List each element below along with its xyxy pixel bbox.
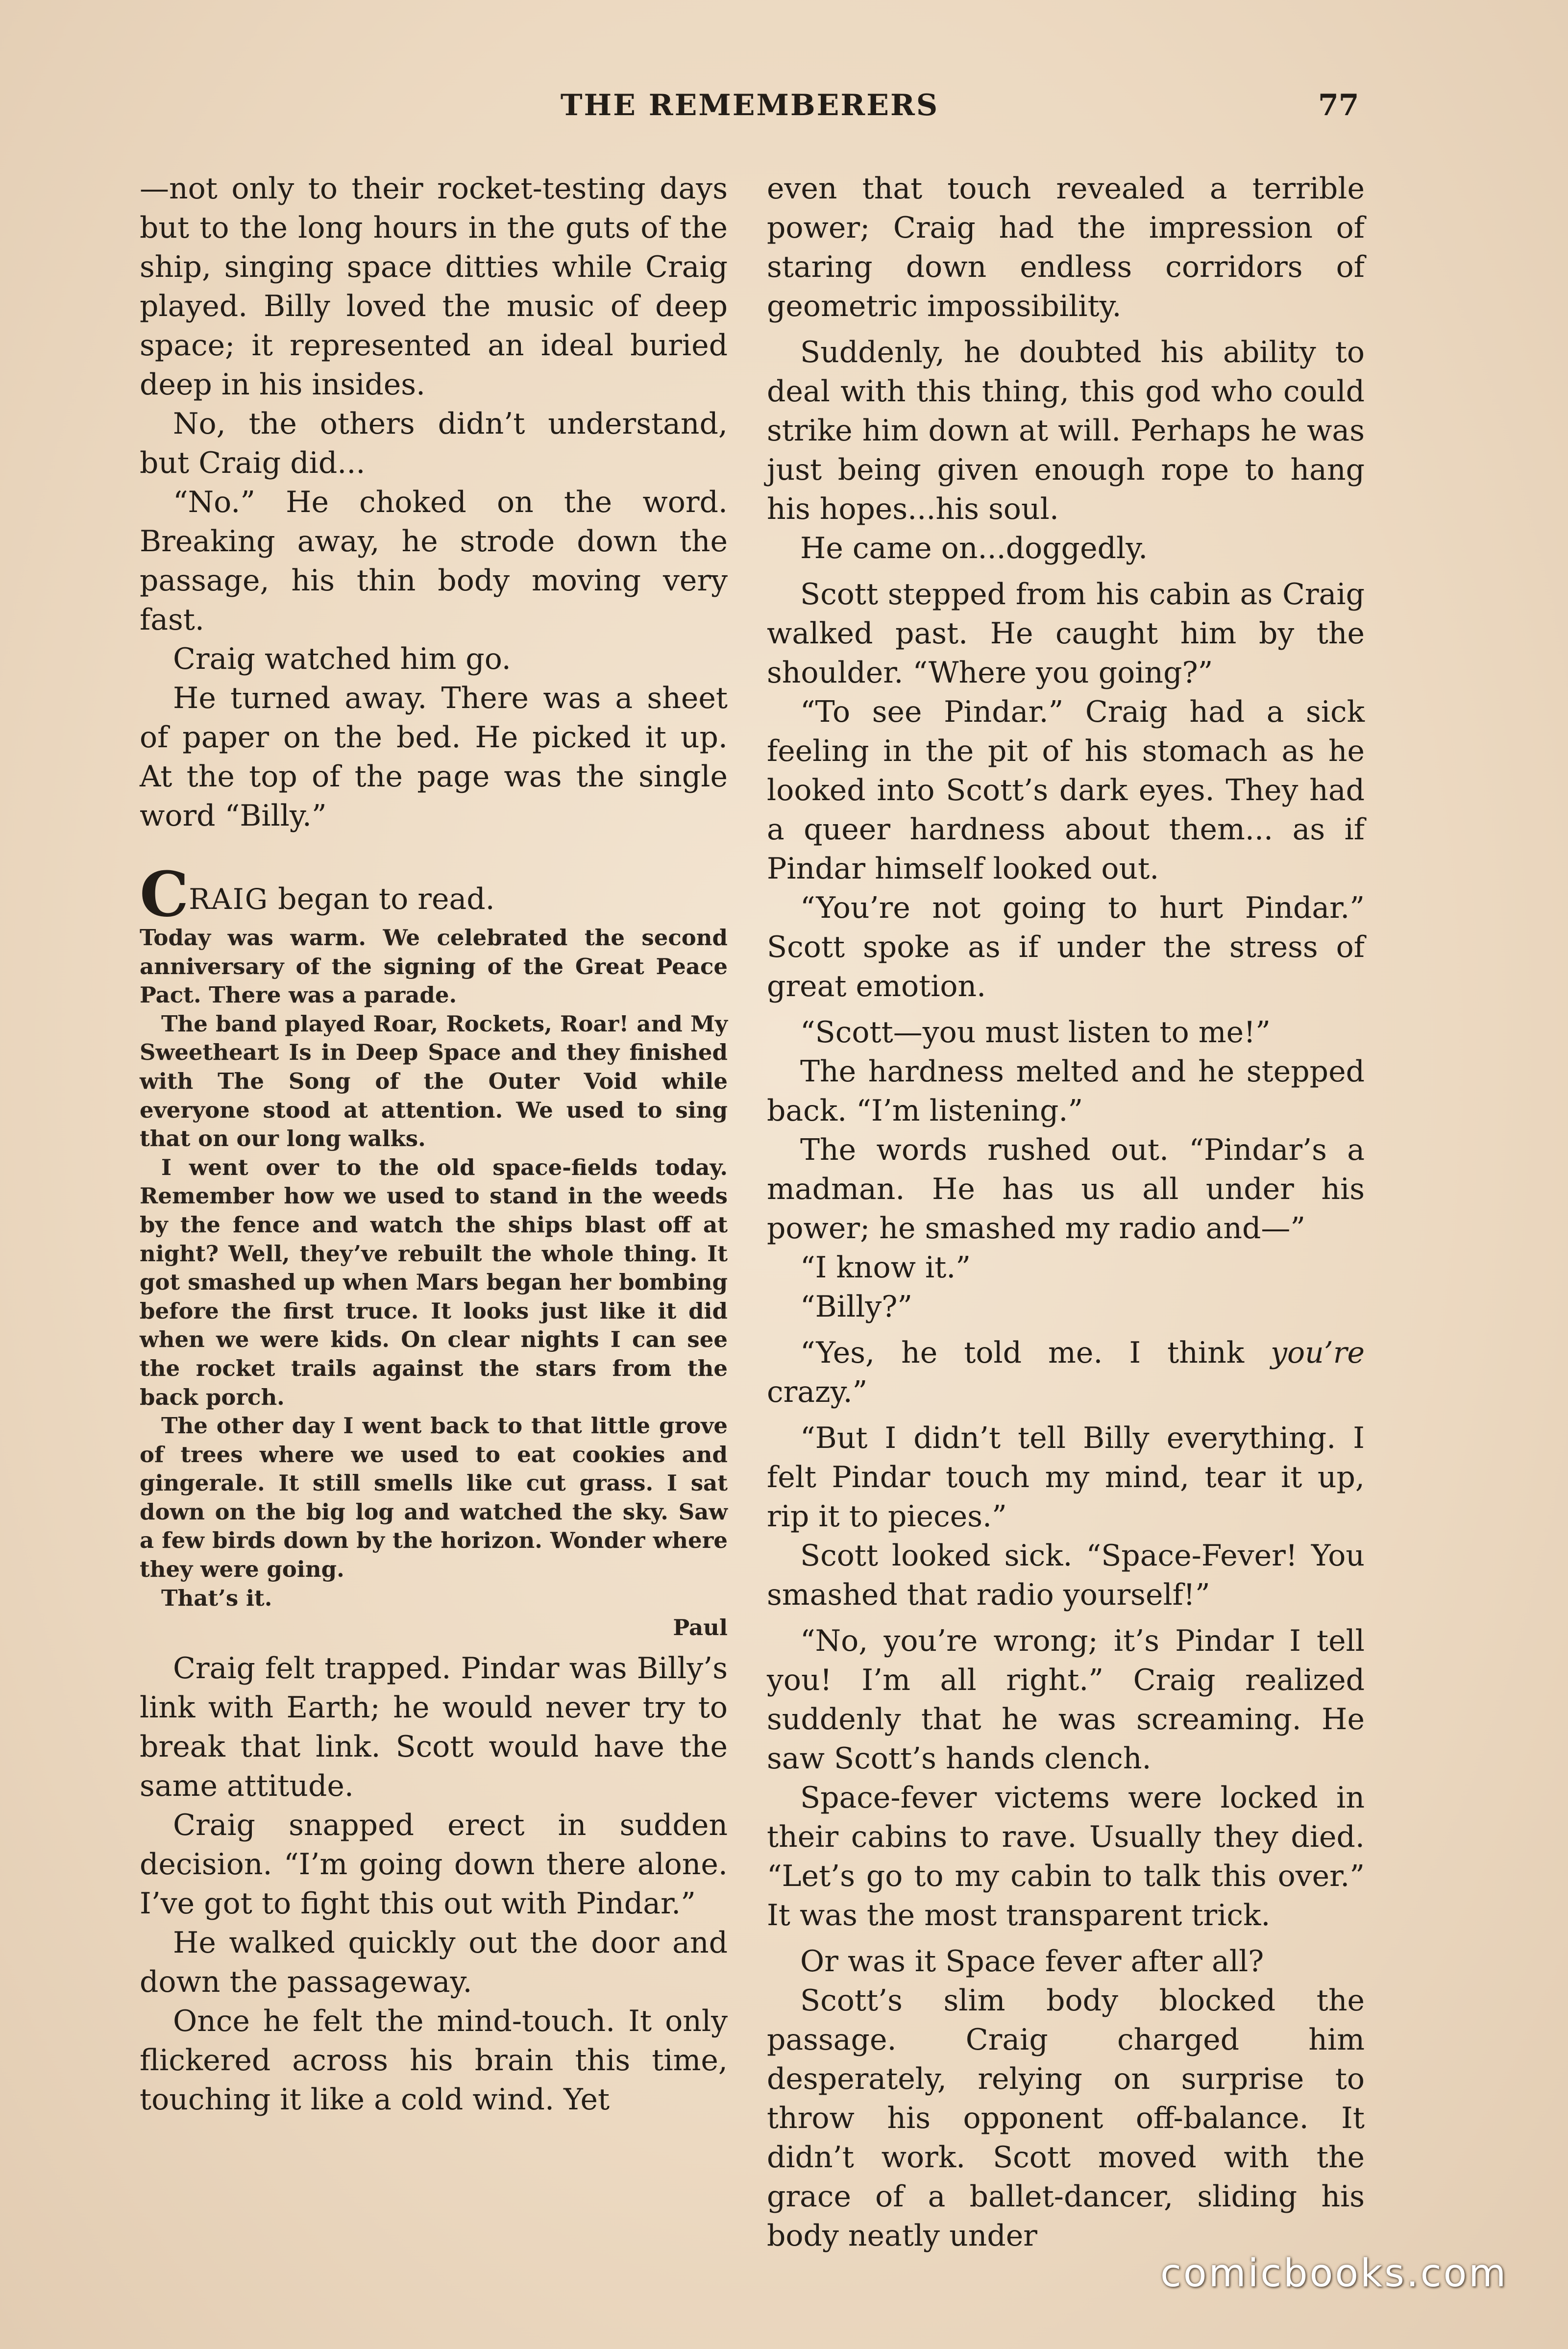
emphasis-text: you’re <box>1271 1336 1365 1370</box>
letter-paragraph: Today was warm. We celebrated the second anniversary of the signing of the Great Peace Pact. There was a parade. <box>140 925 728 1008</box>
paragraph: “Scott—you must listen to me!” <box>800 1015 1271 1050</box>
paragraph: He turned away. There was a sheet of paper on the bed. He picked it up. At the top of the page was the single word “Billy.” <box>140 681 728 833</box>
paragraph: “No.” He choked on the word. Breaking away, he strode down the passage, his thin body moving very fast. <box>140 485 728 637</box>
letter-paragraph: That’s it. <box>161 1585 272 1611</box>
paragraph: Craig snapped erect in sudden decision. “I’m going down there alone. I’ve got to fight this out with Pindar.” <box>140 1808 728 1921</box>
running-title: THE REMEMBERERS <box>560 88 939 122</box>
paragraph: The words rushed out. “Pindar’s a madman. He has us all under his power; he smashed my radio and—” <box>767 1133 1365 1246</box>
watermark-logo: comicbooks.com <box>1160 2251 1508 2296</box>
paragraph: “Billy?” <box>800 1290 913 1324</box>
paragraph: Scott’s slim body blocked the passage. Craig charged him desperately, relying on surprise to throw his opponent off-balance. It didn’t work. Scott moved with the grace of a ballet-dancer, sliding his body neatly under <box>767 1983 1365 2253</box>
paragraph: He walked quickly out the door and down the passageway. <box>140 1926 728 2000</box>
paragraph-text: “Yes, he told me. I think <box>800 1336 1271 1370</box>
letter-paragraph: The other day I went back to that little grove of trees where we used to eat cookies and gingerale. It still smells like cut grass. I sat down on the big log and watched the sky. Saw a few birds down by the horizon. Wonder where they were going. <box>140 1413 728 1583</box>
paragraph: The hardness melted and he stepped back. “I’m listening.” <box>767 1054 1365 1128</box>
paragraph: “I know it.” <box>800 1250 971 1285</box>
paragraph: “You’re not going to hurt Pindar.” Scott spoke as if under the stress of great emotion. <box>767 891 1365 1003</box>
paragraph: “No, you’re wrong; it’s Pindar I tell you! I’m all right.” Craig realized suddenly that he was screaming. He saw Scott’s hands clench. <box>767 1624 1365 1776</box>
letter-insert <box>140 924 728 1613</box>
paragraph: Suddenly, he doubted his ability to deal with this thing, this god who could strike him down at will. Perhaps he was just being given enough rope to hang his hopes...his soul. <box>767 335 1365 526</box>
section-opening-text: began to read. <box>269 882 495 916</box>
paragraph: Scott looked sick. “Space-Fever! You smashed that radio yourself!” <box>767 1539 1365 1612</box>
paragraph: Or was it Space fever after all? <box>800 1944 1264 1979</box>
paragraph: Once he felt the mind-touch. It only flickered across his brain this time, touching it like a cold wind. Yet <box>140 2004 728 2117</box>
paragraph-text: crazy.” <box>767 1375 868 1409</box>
paragraph: even that touch revealed a terrible power; Craig had the impression of staring down endless corridors of geometric impossibility. <box>767 171 1365 323</box>
paragraph <box>767 1333 1365 1412</box>
paragraph: He came on...doggedly. <box>800 531 1148 565</box>
paragraph: —not only to their rocket-testing days but to the long hours in the guts of the ship, singing space ditties while Craig played. Billy loved the music of deep space; it represented an ideal buried deep in his insides. <box>140 171 728 402</box>
paragraph: Space-fever victems were locked in their cabins to rave. Usually they died. “Let’s go to my cabin to talk this over.” It was the most transparent trick. <box>767 1781 1365 1933</box>
paragraph: Craig watched him go. <box>173 642 511 676</box>
drop-cap: C <box>140 858 189 930</box>
paragraph: No, the others didn’t understand, but Craig did... <box>140 407 728 480</box>
right-column <box>767 169 1365 2255</box>
letter-paragraph: I went over to the old space-fields today. Remember how we used to stand in the weeds by the fence and watch the ships blast off at night? Well, they’ve rebuilt the whole thing. It got smashed up when Mars began her bombing before the first truce. It looks just like it did when we were kids. On clear nights I can see the rocket trails against the stars from the back porch. <box>140 1154 728 1410</box>
letter-paragraph: The band played Roar, Rockets, Roar! and My Sweetheart Is in Deep Space and they finished with The Song of the Outer Void while everyone stood at attention. We used to sing that on our long walks. <box>140 1010 728 1152</box>
paragraph: “To see Pindar.” Craig had a sick feeling in the pit of his stomach as he looked into Scott’s dark eyes. They had a queer hardness about them... as if Pindar himself looked out. <box>767 695 1365 886</box>
section-opening <box>140 858 728 930</box>
page-number: 77 <box>1318 88 1359 122</box>
paragraph: “But I didn’t tell Billy everything. I felt Pindar touch my mind, tear it up, rip it to pieces.” <box>767 1421 1365 1534</box>
left-column <box>140 169 728 2119</box>
paragraph: Craig felt trapped. Pindar was Billy’s link with Earth; he would never try to break that link. Scott would have the same attitude. <box>140 1651 728 1804</box>
letter-signature: Paul <box>673 1615 728 1641</box>
section-smallcaps: RAIG <box>189 882 269 916</box>
paragraph: Scott stepped from his cabin as Craig walked past. He caught him by the shoulder. “Where you going?” <box>767 577 1365 690</box>
